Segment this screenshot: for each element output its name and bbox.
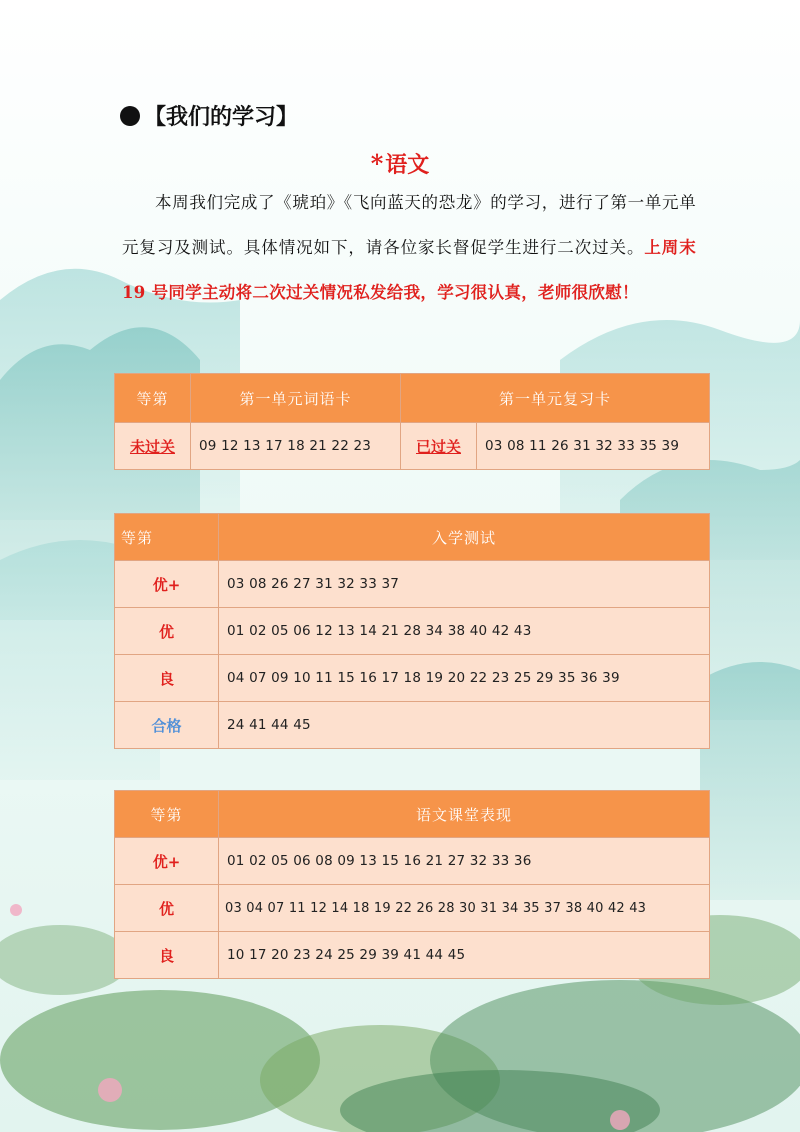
grade-label: 良 <box>158 946 174 965</box>
section-title-text: 【我们的学习】 <box>144 104 299 130</box>
header-grade: 等第 <box>115 791 219 838</box>
student-numbers: 03 08 26 27 31 32 33 37 <box>219 561 710 608</box>
grade-label: 合格 <box>151 716 182 735</box>
header-review-card: 第一单元复习卡 <box>401 374 710 423</box>
status-passed: 已过关 <box>401 423 477 470</box>
unit-cards-table <box>114 373 710 470</box>
student-numbers: 10 17 20 23 24 25 29 39 41 44 45 <box>219 932 710 979</box>
grade-label: 优 <box>158 622 174 641</box>
header-grade: 等第 <box>115 374 191 423</box>
subject-title <box>0 148 800 179</box>
subject-name: 语文 <box>385 152 430 178</box>
table-row <box>115 608 710 655</box>
not-passed-numbers: 09 12 13 17 18 21 22 23 <box>191 423 401 470</box>
bullet-dot <box>120 106 140 126</box>
student-numbers: 01 02 05 06 12 13 14 21 28 34 38 40 42 43 <box>219 608 710 655</box>
intro-highlight: 上周末 19 号同学主动将二次过关情况私发给我，学习很认真，老师很欣慰！ <box>122 238 696 302</box>
class-performance-table <box>114 790 710 979</box>
table-row <box>115 932 710 979</box>
header-word-card: 第一单元词语卡 <box>191 374 401 423</box>
grade-label: 优 <box>158 899 174 918</box>
entrance-test-table <box>114 513 710 749</box>
grade-label: 优+ <box>152 852 181 871</box>
table-row <box>115 655 710 702</box>
student-numbers: 04 07 09 10 11 15 16 17 18 19 20 22 23 25 29 35 36 39 <box>219 655 710 702</box>
passed-numbers: 03 08 11 26 31 32 33 35 39 <box>477 423 710 470</box>
section-title <box>120 100 298 131</box>
table-row <box>115 702 710 749</box>
intro-text: 本周我们完成了《琥珀》《飞向蓝天的恐龙》的学习，进行了第一单元单元复习及测试。具体情况如下，请各位家长督促学生进行二次过关。 <box>122 193 696 257</box>
student-numbers: 24 41 44 45 <box>219 702 710 749</box>
intro-paragraph <box>122 180 696 315</box>
table-row <box>115 561 710 608</box>
table-row <box>115 838 710 885</box>
header-grade: 等第 <box>115 514 219 561</box>
student-numbers: 01 02 05 06 08 09 13 15 16 21 27 32 33 36 <box>219 838 710 885</box>
grade-label: 优+ <box>152 575 181 594</box>
status-not-passed: 未过关 <box>115 423 191 470</box>
student-numbers: 03 04 07 11 12 14 18 19 22 26 28 30 31 34 35 37 38 40 42 43 <box>219 885 710 932</box>
table-row <box>115 885 710 932</box>
header-entrance-test: 入学测试 <box>219 514 710 561</box>
star-icon: * <box>370 149 384 178</box>
header-class-performance: 语文课堂表现 <box>219 791 710 838</box>
grade-label: 良 <box>158 669 174 688</box>
